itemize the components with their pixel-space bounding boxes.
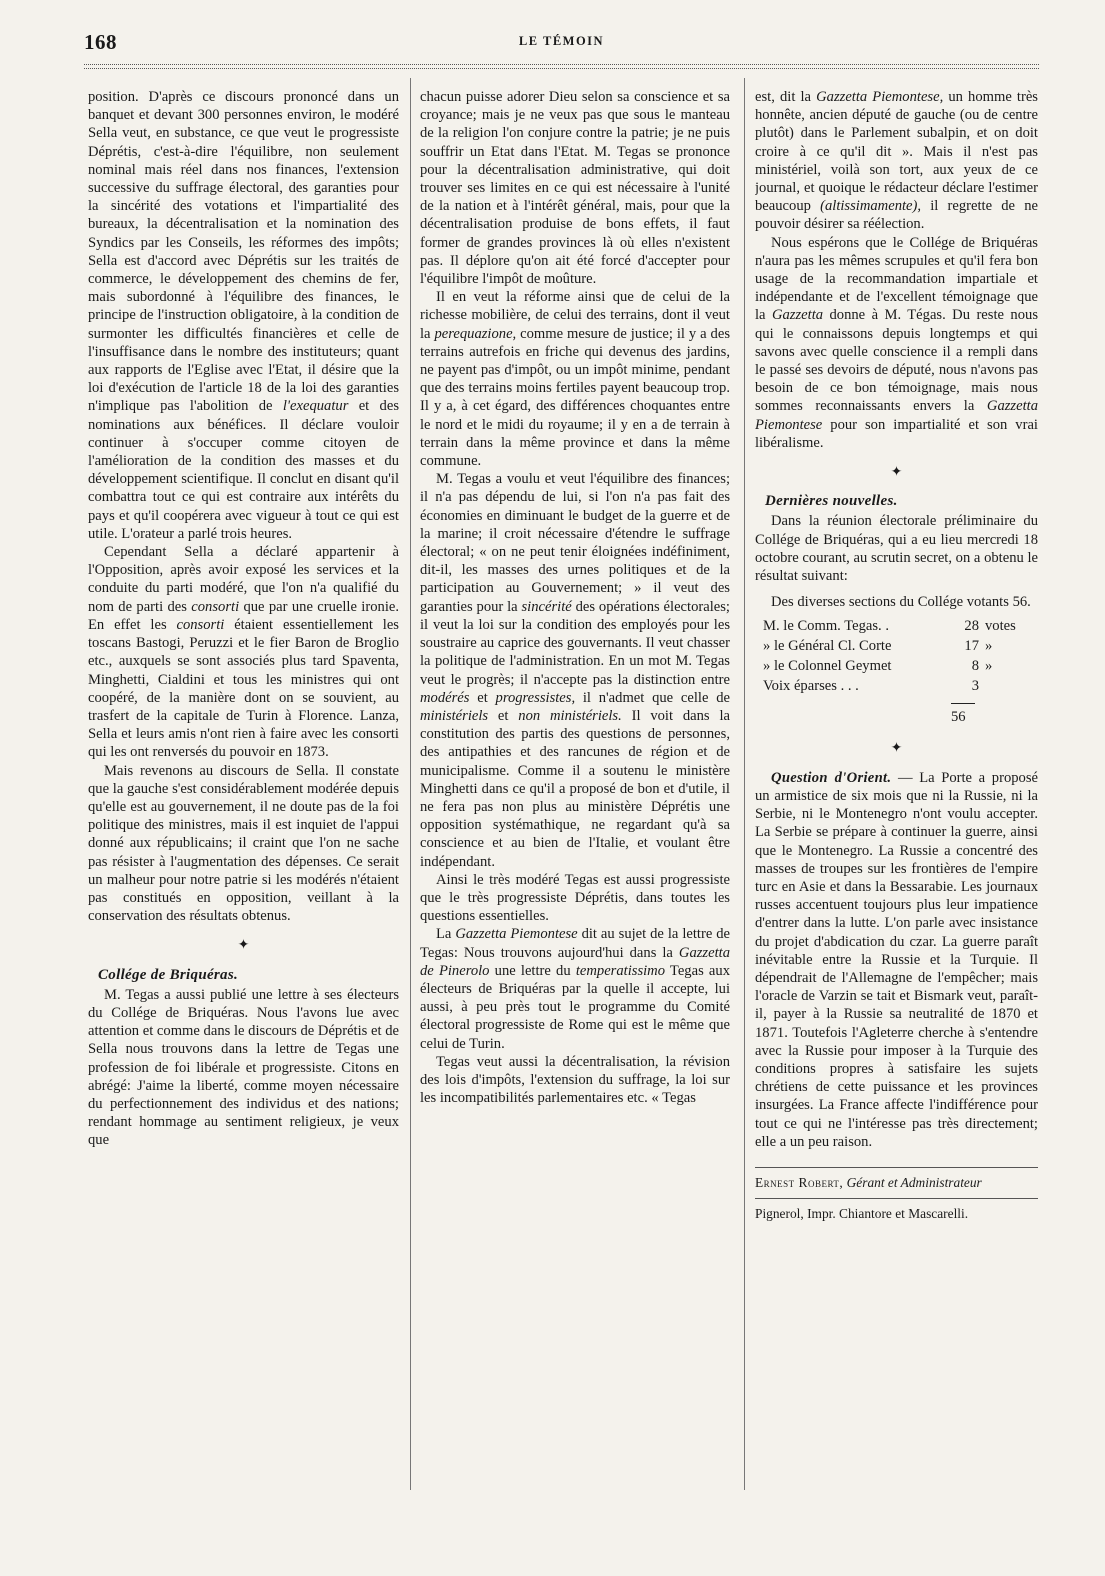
vote-count: 3	[971, 678, 979, 695]
section-title-briqueras: Collége de Briquéras.	[98, 966, 239, 983]
page-header	[84, 30, 1039, 60]
separator-star-icon: ✦	[890, 465, 903, 481]
imprint-printer: Pignerol, Impr. Chiantore et Mascarelli.	[755, 1206, 969, 1222]
candidate-name: Voix éparses	[763, 678, 837, 695]
paragraph: Dans la réunion électorale préliminaire du Collége de Briquéras, qui a eu lieu mercredi 18 octobre courant, au scrutin secret, on a obtenu le résultat suivant:	[755, 513, 1038, 585]
vote-count: 28	[964, 618, 979, 635]
total-rule	[951, 703, 975, 704]
column-3	[755, 88, 1038, 1488]
separator-star-icon: ✦	[890, 741, 903, 757]
imprint-manager: Ernest Robert, Gérant et Administrateur	[755, 1174, 982, 1190]
vote-count: 8	[971, 658, 979, 675]
paragraph: Cependant Sella a déclaré appartenir à l'Opposition, après avoir exposé les services et la conduite du parti modéré, que l'on n'a qualifié du nom de parti des consorti que par une cruelle ironie. En effet les consorti étaient essentiellement les toscans Bastogi, Peruzzi et le fier Baron de Broglio etc., auxquels se sont associés plus tard Spaventa, Minghetti, Cialdini et tous les ministres qui ont coopéré, de la manière dont on se souvient, au trasfert de la capitale de Turin à Florence. Lanza, Sella et leurs amis n'ont rien à faire avec les consorti qui les ont renversés du pouvoir en 1873.	[88, 544, 399, 761]
section-title-news: Dernières nouvelles.	[765, 493, 898, 510]
page-number: 168	[84, 30, 117, 54]
paragraph: Tegas veut aussi la décentralisation, la révision des lois d'impôts, l'extension du suffrage, la loi sur les incompatibilités parlementaires etc. « Tegas	[420, 1053, 730, 1107]
vote-count: 17	[964, 638, 979, 655]
candidate-name: » le Général Cl. Corte	[763, 638, 892, 655]
result-row	[755, 657, 1038, 677]
result-row: M. le Comm. Tegas. . 28 votes	[755, 617, 1038, 637]
paragraph: Ainsi le très modéré Tegas est aussi progressiste que le très progressiste Déprétis, dans toutes les questions essentielles.	[420, 871, 730, 925]
column-divider	[410, 78, 411, 1490]
paragraph: chacun puisse adorer Dieu selon sa conscience et sa croyance; mais je ne veux pas que sous le manteau de la religion l'on conjure contre la patrie; je ne puis souffrir un Etat dans l'Etat. M. Tegas se prononce pour la décentralisation administrative, qui doit trouver ses limites en ce qui est nécessaire à l'unité de la nation et à l'intérêt général, mais, pour que la décentralisation produise de bons effets, il faut former de grandes provinces là où elles n'existent pas. Il déplore qu'on ait été forcé d'accepter pour l'équilibre l'impôt de moûture.	[420, 89, 730, 288]
paragraph: Question d'Orient. — La Porte a proposé un armistice de six mois que ni la Russie, ni la Serbie, ni le Montenegro n'ont voulu accepter. La Serbie se prépare à continuer la guerre, ainsi que le Montenegro. La Russie a concentré des masses de troupes sur les frontières de l'empire turc en Asie et dans la Bessarabie. Les journaux russes accentuent toujours plus leur impatience d'entrer dans la lutte. L'on parle avec insistance du projet d'abdication du czar. La guerre paraît inévitable entre la Russie et la Turquie. Il dépendrait de l'Allemagne de l'empêcher; mais l'oracle de Varzin se tait et Bismark veut, paraît-il, payer à la Russie sa neutralité de 1870 et 1871. Toutefois l'Agleterre cherche à s'entendre avec la Russie pour imposer à la Turquie des conditions propres à satisfaire les sujets chrétiens de cette puissance et les provinces insurgées. La France affecte l'indifférence pour tout ce qui ne l'intéresse pas très directement; elle a un peu raison.	[755, 769, 1038, 1150]
result-row: Voix éparses . . . 3	[763, 678, 979, 695]
paragraph: Des diverses sections du Collége votants 56.	[771, 594, 1031, 611]
column-divider	[744, 78, 745, 1490]
paragraph: position. D'après ce discours prononcé dans un banquet et devant 300 personnes environ, le modéré Sella veut, en substance, ce que veut le progressiste Déprétis, c'est-à-dire l'équilibre, non seulement nominal mais réel dans nos finances, l'extension successive du suffrage électoral, des garanties pour la sincérité des votations et l'impartialité des bureaux, la décentralisation et la nomination des Syndics par les Conseils, les réformes des impôts; Sella est d'accord avec Déprétis sur les traités de commerce, le développement des chemins de fer, mais subordonné à l'équilibre des finances, le principe de l'instruction obligatoire, à la condition de surmonter les difficultés financières et celle de l'insuffisance dans le nombre des instituteurs; quant aux rapports de l'Eglise avec l'Etat, il désire que la loi d'exécution de l'article 18 de la loi des garanties n'implique pas l'abolition de l'exequatur et des nominations aux bénéfices. Il déclare vouloir continuer à s'occuper comme citoyen de l'amélioration de la condition des masses et du développement scientifique. Il conclut en disant qu'il combattra tout ce qui est contraire aux intérêts du pays et qu'il coopérera avec vigueur à tout ce qui est utile. L'orateur a parlé trois heures.	[88, 89, 399, 542]
election-results	[755, 617, 1038, 728]
paragraph: Nous espérons que le Collége de Briquéras n'aura pas les mêmes scrupules et qu'il fera bon usage de la recommandation impartiale et indépendante et de l'excellent témoignage que la Gazzetta donne à M. Tégas. Du reste nous qui le connaissons depuis longtemps et qui savons avec quelle conscience il a rempli dans le passé ses devoirs de député, nous n'avons pas besoin de ce bon témoignage, mais nous sommes reconnaissants envers la Gazzetta Piemontese pour son impartialité et son vrai libéralisme.	[755, 234, 1038, 451]
candidate-name: M. le Comm. Tegas.	[763, 618, 882, 635]
header-rule	[84, 64, 1039, 69]
vote-unit: votes	[985, 618, 1016, 635]
candidate-name: » le Colonnel Geymet	[763, 658, 892, 675]
column-1	[88, 88, 399, 1488]
paragraph: M. Tegas a aussi publié une lettre à ses électeurs du Collége de Briquéras. Nous l'avons lue avec attention et comme dans le discours de Déprétis et de Sella nous trouvons dans la lettre de Tegas une profession de foi libérale et progressiste. Citons en abrégé: J'aime la liberté, comme moyen nécessaire du perfectionnement des individus et des nations; rendant hommage au sentiment religieux, je veux que	[88, 986, 399, 1149]
paragraph: M. Tegas a voulu et veut l'équilibre des finances; il n'a pas dépendu de lui, si l'on n'a pas fait des économies en diminuant le budget de la guerre et de la marine; il croit nécessaire d'étendre le suffrage électoral; « on ne peut tenir éloignées indéfiniment, dit-il, les masses des urnes politiques et de la participation au Gouvernement; » il veut des garanties pour la sincérité des opérations électorales; il veut la loi sur la condition des employés pour les soustraire au caprice des gouvernants. Il veut chasser la politique de l'administration. En un mot M. Tegas veut le progrès; il n'accepte pas la distinction entre modérés et progressistes, il n'admet que celle de ministériels et non ministériels. Il voit dans la constitution des partis des questions de personnes, des antipathies et des rancunes de région et de municipalisme. Comme il a soutenu le ministère Minghetti dans ce qu'il a proposé de bon et d'utile, il ne fera pas non plus au ministère Déprétis une opposition systémathique, ne regardant qu'à sa conscience et au bien de l'Italie, et voulant être indépendant.	[420, 471, 730, 870]
column-2	[420, 88, 730, 1488]
paragraph: La Gazzetta Piemontese dit au sujet de la lettre de Tegas: Nous trouvons aujourd'hui dans la Gazzetta de Pinerolo une lettre du temperatissimo Tegas aux électeurs de Briquéras par la quelle il accepte, lui aussi, à peu près tout le programme du Comité électoral progressiste de Rome qui est le même que celui de Turin.	[420, 926, 730, 1052]
section-title-orient: Question d'Orient.	[771, 769, 892, 786]
result-row	[755, 637, 1038, 657]
vote-unit: »	[985, 658, 993, 675]
paragraph: Il en veut la réforme ainsi que de celui de la richesse mobilière, de celui des terrains, dont il veut la perequazione, comme mesure de justice; il y a des terrains autrefois en friche qui devenus des jardins, ne payent pas d'impôt, ou un impôt minime, pendant que des terrains moins fertiles payent beaucoup trop. Il y a, à cet égard, des différences choquantes entre le nord et le midi du royaume; il y en a de terrain à terrain dans la même province et dans la même commune.	[420, 289, 730, 470]
imprint-rule	[755, 1198, 1038, 1199]
running-title: LE TÉMOIN	[518, 34, 605, 48]
results-total: 56	[951, 709, 966, 726]
paragraph: Mais revenons au discours de Sella. Il constate que la gauche s'est considérablement modérée depuis qu'elle est au gouvernement, il ne doute pas de la foi politique des ministres, mais il est inquiet de l'appui donné aux républicains; il craint que l'on ne sache pas résister à l'augmentation des dépenses. Ce serait un malheur pour notre patrie si les modérés n'étaient pas constitués en opposition, veillant à la conservation des résultats obtenus.	[88, 762, 399, 925]
separator-star-icon: ✦	[237, 938, 250, 954]
paragraph: est, dit la Gazzetta Piemontese, un homme très honnête, ancien député de gauche (ou de centre plutôt) dans le Parlement subalpin, et on doit croire à ce qu'il dit ». Mais il n'est pas ministériel, voilà son tort, aux yeux de ce journal, et quoique le rédacteur déclare l'estimer beaucoup (altissimamente), il regrette de ne pouvoir désirer sa réélection.	[755, 89, 1038, 233]
vote-unit: »	[985, 638, 993, 655]
imprint-rule	[755, 1167, 1038, 1168]
